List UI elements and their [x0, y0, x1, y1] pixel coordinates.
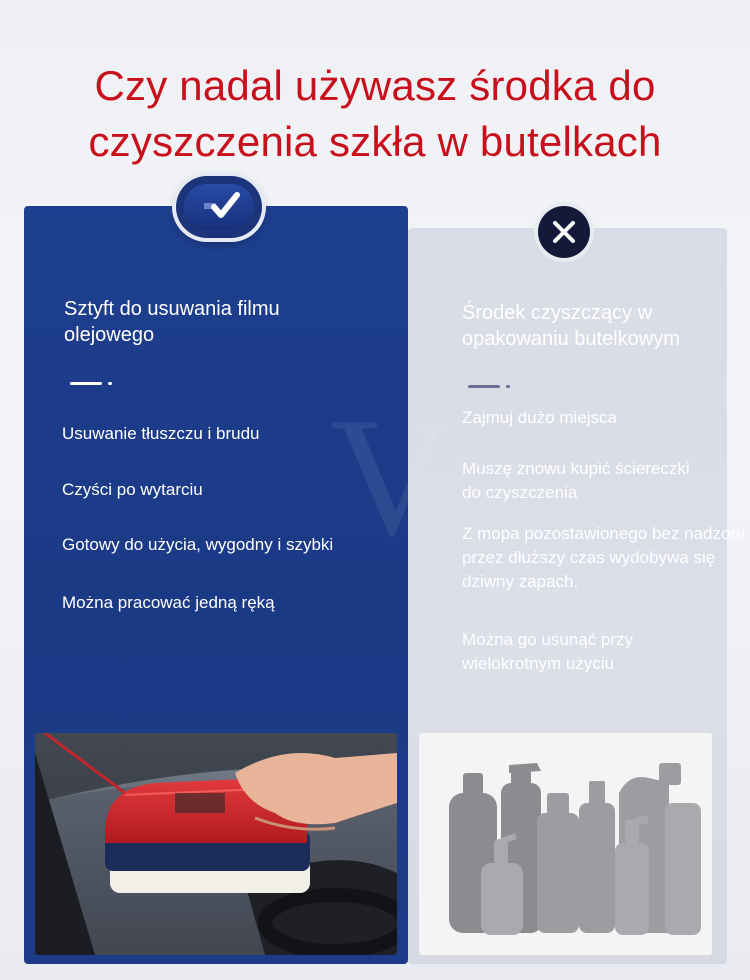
cleaning-bottles-photo [419, 733, 712, 955]
hand-cleaning-windshield-photo [35, 733, 397, 955]
right-heading: Środek czyszczący w opakowaniu butelkowym [462, 302, 680, 350]
watermark-logo: V [330, 383, 453, 571]
close-icon [552, 220, 576, 244]
right-item-4: Można go usunąć przy wielokrotnym użyciu [462, 630, 634, 673]
x-badge [538, 206, 590, 258]
page-title-line-2: czyszczenia szkła w butelkach [88, 118, 662, 165]
check-icon [204, 190, 240, 224]
check-badge [176, 176, 262, 238]
left-item-1: Usuwanie tłuszczu i brudu [62, 424, 260, 443]
left-item-2: Czyści po wytarciu [62, 480, 203, 499]
page-title-line-1: Czy nadal używasz środka do [94, 62, 656, 109]
page-title [0, 58, 750, 170]
right-divider [468, 378, 510, 396]
left-heading: Sztyft do usuwania filmu olejowego [64, 298, 280, 346]
left-item-3: Gotowy do użycia, wygodny i szybki [62, 535, 334, 554]
left-item-4: Można pracować jedną ręką [62, 593, 275, 612]
right-item-2: Muszę znowu kupić ściereczki do czyszczenia [462, 459, 690, 502]
left-divider [70, 375, 112, 393]
right-item-3: Z mopa pozostawionego bez nadzoru przez dłuższy czas wydobywa się dziwny zapach. [462, 524, 746, 591]
right-item-1: Zajmuj dużo miejsca [462, 408, 617, 427]
